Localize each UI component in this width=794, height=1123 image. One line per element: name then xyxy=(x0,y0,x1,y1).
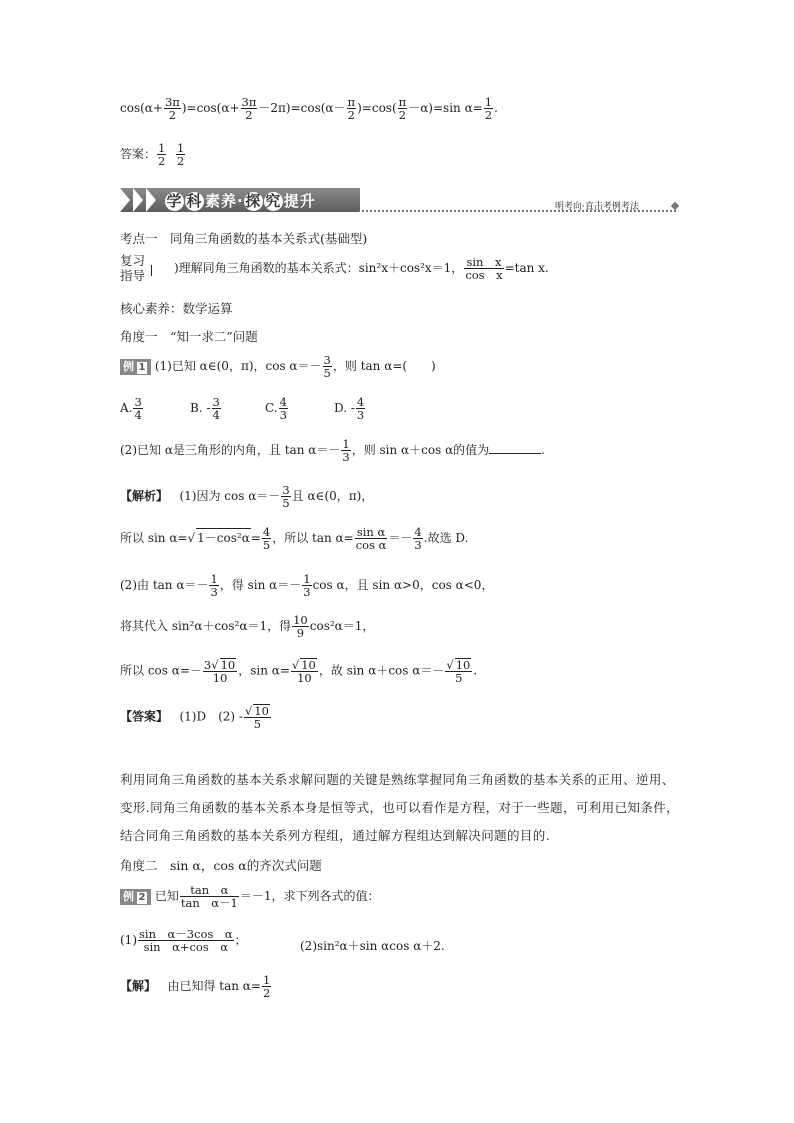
option-c: C. $\frac{4}{3}$ xyxy=(265,395,287,423)
solution-1-line5: 所以 cos α=－ $\frac{3√ 10}{10}$ ，sin α= $\frac{√ 10}{10}$ ，故 sin α＋cos α＝－ $\frac{√ 10}{5}$ . xyxy=(120,658,478,686)
fraction: $\frac{3}{5}$ xyxy=(323,353,331,381)
example-2-question: 例 2 已知 $\frac{\text{tan α}}{\text{tan α－1}}$ ＝－1，求下列各式的值： xyxy=(120,884,379,909)
answer-1: 【答案】 (1)D (2) - $\frac{√ 10}{5}$ xyxy=(120,704,269,732)
eq-text: －α)=sin α= xyxy=(408,101,483,116)
eq-text: －2π)=cos(α－ xyxy=(258,101,346,116)
fraction: $\frac{3\pi}{2}$ xyxy=(241,95,257,123)
option-b: B. - $\frac{3}{4}$ xyxy=(190,395,220,423)
example-label: 例 1 xyxy=(120,359,151,375)
top-answer xyxy=(120,142,186,167)
fraction: $\frac{\pi}{2}$ xyxy=(347,95,356,123)
example-label: 例 2 xyxy=(120,889,151,905)
method-note: 利用同角三角函数的基本关系求解问题的关键是熟练掌握同角三角函数的基本关系的正用、逆用、变形.同角三角函数的基本关系本身是恒等式，也可以看作是方程，对于一些题，可利用已知条件，结合同角三角函数的基本关系列方程组，通过解方程组达到解决问题的目的. xyxy=(120,772,680,843)
fraction: $\frac{1}{2}$ xyxy=(484,95,493,123)
fraction: $\frac{\text{sin x}}{\text{cos x}}$ xyxy=(465,255,503,283)
solution-2: 【解】 由已知得 tan α= $\frac{1}{2}$ xyxy=(120,973,271,1001)
option-a: A. $\frac{3}{4}$ xyxy=(120,395,142,423)
fraction: $\frac{3\pi}{2}$ xyxy=(164,95,180,123)
solution-1-line2: 所以 sin α=√ 1－cos²α= $\frac{4}{5}$ ，所以 tan α= $\frac{\text{sin α}}{\text{cos α}}$ ＝－ $\frac{4}{3}$ .故选 D. xyxy=(120,525,469,553)
example-2-part2: (2)sin²α＋sin αcos α＋2. xyxy=(300,939,445,953)
review-label: 复习 指导 xyxy=(120,253,146,283)
answer-label: 答案： xyxy=(120,147,157,162)
diamond-icon xyxy=(671,202,679,210)
eq-text: cos(α+ xyxy=(120,101,163,116)
angle-one-heading: 角度一 “知一求二”问题 xyxy=(120,329,258,344)
chevron-icon xyxy=(146,188,156,212)
solution-1-line4: 将其代入 sin²α＋cos²α＝1，得 $\frac{10}{9}$ cos²α＝1， xyxy=(120,613,375,641)
kaodian-title: 考点一 同角三角函数的基本关系式(基础型) xyxy=(120,231,368,246)
chevron-icon xyxy=(120,188,130,212)
solution-1-line1: 【解析】 (1)因为 cos α＝－ $\frac{3}{5}$ 且 α∈(0，π)， xyxy=(120,483,374,511)
fraction: $\frac{1}{3}$ xyxy=(342,437,350,465)
angle-two-heading: 角度二 sin α，cos α的齐次式问题 xyxy=(120,858,322,873)
fraction: $\frac{1}{2}$ xyxy=(158,141,166,169)
review-bracket xyxy=(151,265,152,276)
banner-title: 学 科 素养·探 究 提升 xyxy=(166,192,316,210)
example-1-question: 例 1 (1)已知 α∈(0，π)，cos α＝－ $\frac{3}{5}$ ，则 tan α=( ) xyxy=(120,354,436,379)
solution-1-line3: (2)由 tan α＝－ $\frac{1}{3}$ ，得 sin α＝－ $\frac{1}{3}$ cos α，且 sin α>0，cos α<0， xyxy=(120,572,494,600)
review-text: )理解同角三角函数的基本关系式：sin²x＋cos²x＝1， $\frac{\text{sin x}}{\text{cos x}}$ =tan x. xyxy=(174,255,549,283)
fraction: $\frac{1}{2}$ xyxy=(176,141,185,169)
fraction: $\frac{\pi}{2}$ xyxy=(398,95,407,123)
banner-subtitle: 明考向·直击考例考法 xyxy=(555,202,639,212)
eq-text: )=cos(α+ xyxy=(181,101,240,116)
top-equation: cos(α+ $\frac{3\pi}{2}$ )=cos(α+ $\frac{3\pi}{2}$ －2π)=cos(α－ $\frac{\pi}{2}$ )=cos( $\frac{\pi}{2}$ －α)=sin α= $\frac{1}{2}$ . xyxy=(120,95,498,123)
example-2-part1: (1) $\frac{\text{sin α－3cos α}}{\text{sin α+cos α}}$ ； xyxy=(120,927,247,955)
chevron-icon xyxy=(133,188,143,212)
core-literacy: 核心素养：数学运算 xyxy=(120,301,233,316)
example-1-part2: (2)已知 α是三角形的内角，且 tan α＝－ $\frac{1}{3}$ ，则 sin α＋cos α的值为 . xyxy=(120,437,545,465)
eq-text: )=cos( xyxy=(357,101,397,116)
answer-blank xyxy=(489,442,541,454)
option-d: D. - $\frac{4}{3}$ xyxy=(334,395,365,423)
